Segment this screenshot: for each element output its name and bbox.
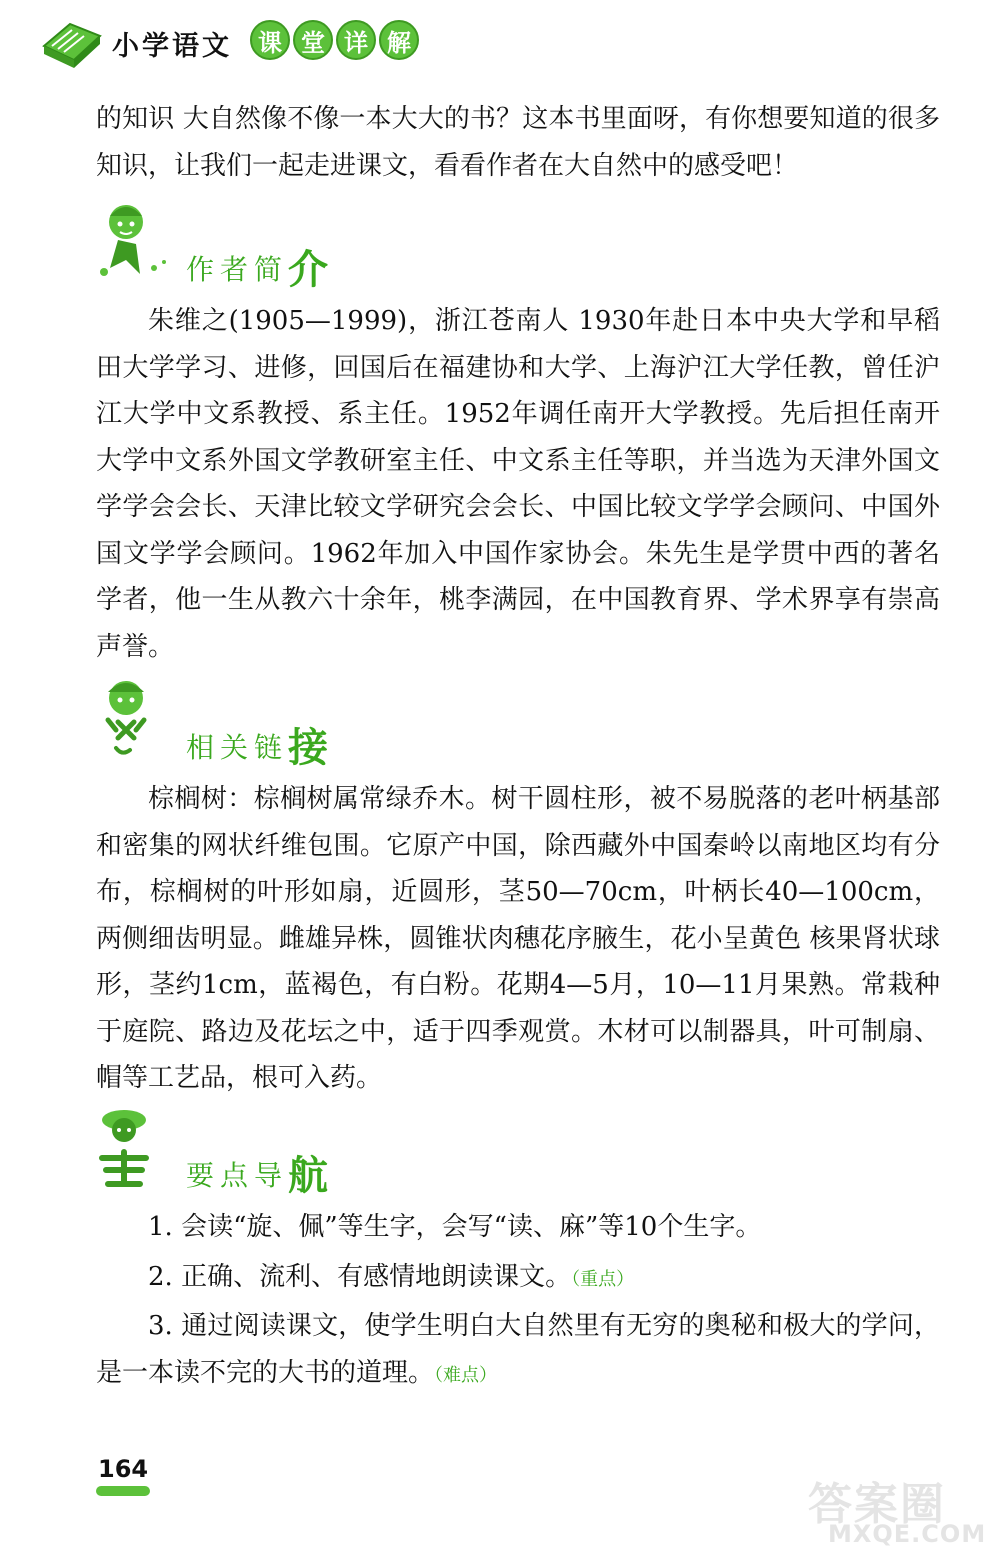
page-number: 164 bbox=[98, 1455, 149, 1483]
section-title: 相关链接 bbox=[186, 725, 329, 771]
list-item: 2. 正确、流利、有感情地朗读课文。（重点） bbox=[148, 1261, 635, 1292]
book-icon bbox=[40, 16, 104, 68]
key-points-list bbox=[96, 1204, 940, 1399]
list-item: 3. 通过阅读课文，使学生明白大自然里有无穷的奥秘和极大的学问，是一本读不完的大书的道理。（难点） bbox=[96, 1311, 940, 1388]
watermark-text: 答案圈 bbox=[808, 1479, 946, 1530]
series-badge: 课 bbox=[250, 20, 290, 60]
cartoon-kid-icon bbox=[96, 198, 176, 282]
page-header bbox=[40, 14, 460, 74]
series-badge: 堂 bbox=[293, 20, 333, 60]
series-badge: 详 bbox=[336, 20, 376, 60]
links-paragraph: 棕榈树：棕榈树属常绿乔木。树干圆柱形，被不易脱落的老叶柄基部和密集的网状纤维包围。它原产中国，除西藏外中国秦岭以南地区均有分布，棕榈树的叶形如扇，近圆形，茎50—70cm，叶柄长40—100cm，两侧细齿明显。雌雄异株，圆锥状肉穗花序腋生，花小呈黄色 核果肾状球形，茎约1cm，蓝褐色，有白粉。花期4—5月，10—11月果熟。常栽种于庭院、路边及花坛之中，适于四季观赏。木材可以制器具，叶可制扇、帽等工艺品，根可入药。 bbox=[96, 784, 940, 1093]
section-links-heading bbox=[96, 676, 496, 771]
page-number-bar bbox=[96, 1486, 150, 1496]
author-paragraph: 朱维之(1905—1999)，浙江苍南人 1930年赴日本中央大学和早稻田大学学习、进修，回国后在福建协和大学、上海沪江大学任教，曾任沪江大学中文系教授、系主任。1952年调任南开大学教授。先后担任南开大学中文系外国文学教研室主任、中文系主任等职，并当选为天津外国文学学会会长、天津比较文学研究会会长、中国比较文学学会顾问、中国外国文学学会顾问。1962年加入中国作家协会。朱先生是学贯中西的著名学者，他一生从教六十余年，桃李满园，在中国教育界、学术界享有崇高声誉。 bbox=[96, 306, 940, 662]
section-author-heading bbox=[96, 198, 496, 293]
subject-title: 小学语文 bbox=[112, 31, 232, 62]
watermark bbox=[808, 1468, 987, 1550]
cartoon-kid-icon bbox=[96, 1104, 176, 1188]
list-item: 1. 会读“旋、佩”等生字，会写“读、麻”等10个生字。 bbox=[148, 1212, 762, 1242]
section-keypoints-heading bbox=[96, 1104, 496, 1199]
series-badges bbox=[250, 20, 422, 60]
intro-paragraph: 的知识 大自然像不像一本大大的书？这本书里面呀，有你想要知道的很多知识，让我们一起走进课文，看看作者在大自然中的感受吧！ bbox=[96, 104, 940, 181]
cartoon-kid-icon bbox=[96, 676, 176, 760]
section-title: 作者简介 bbox=[186, 247, 329, 293]
watermark-url: MXQE.COM bbox=[828, 1520, 987, 1548]
section-title: 要点导航 bbox=[186, 1153, 329, 1199]
series-badge: 解 bbox=[379, 20, 419, 60]
